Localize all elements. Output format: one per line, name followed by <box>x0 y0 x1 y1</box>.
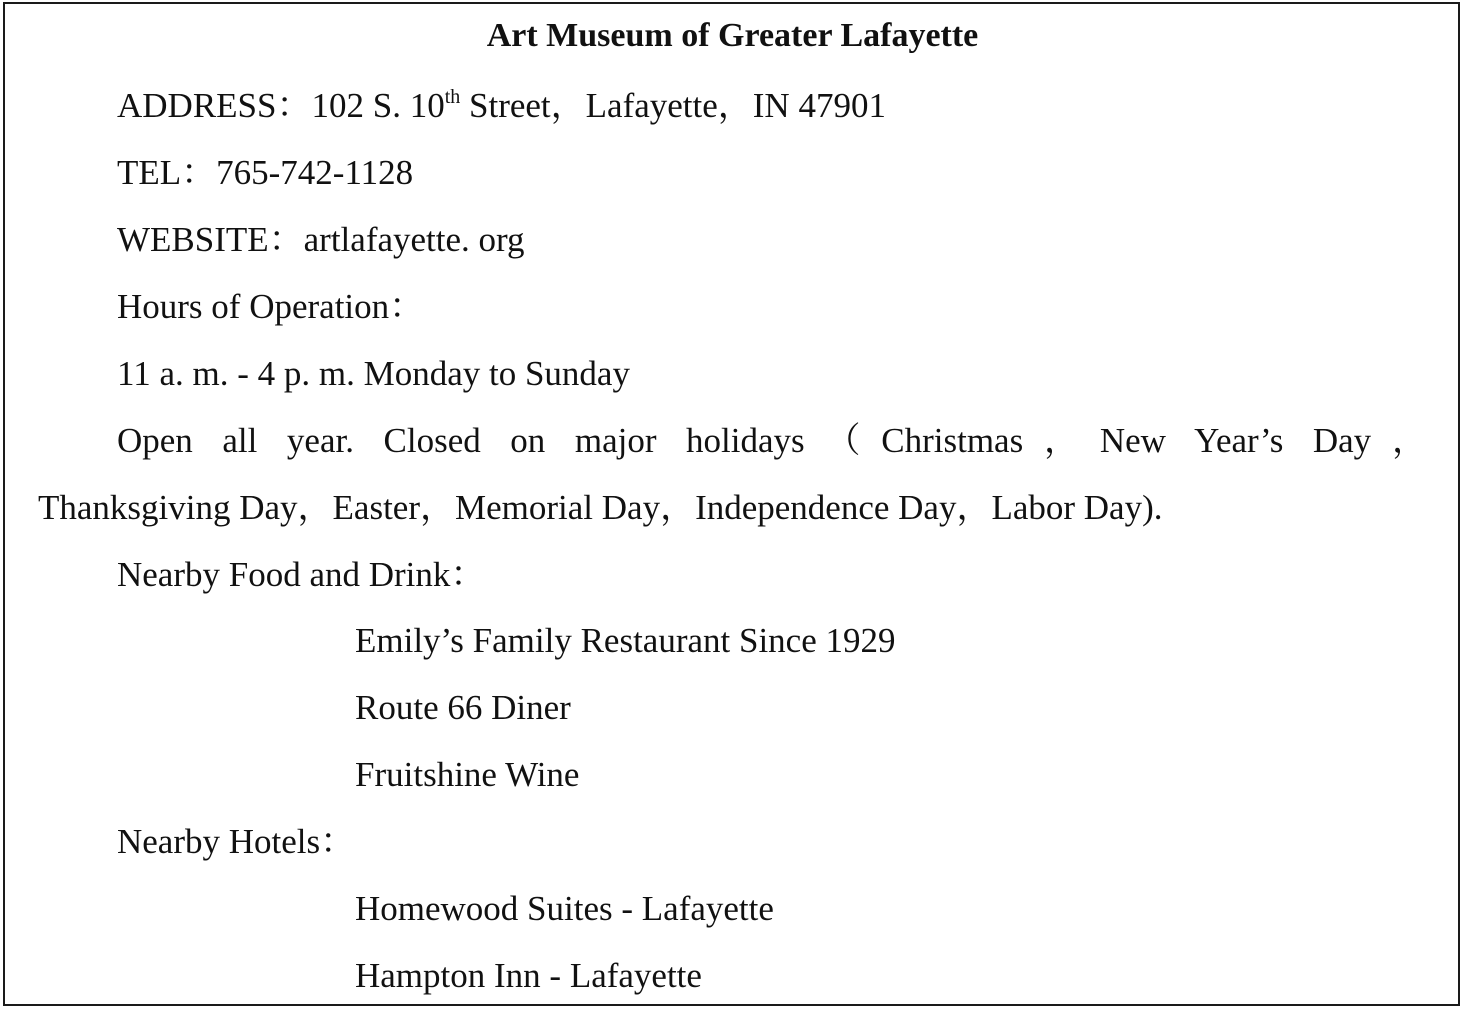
food-label: Nearby Food and Drink： <box>117 555 486 594</box>
address-number: 102 S. 10 <box>311 86 445 125</box>
hours-time: 11 a. m. - 4 p. m. Monday to Sunday <box>117 354 630 393</box>
hotel-item: Homewood Suites - Lafayette <box>355 889 774 928</box>
hours-label: Hours of Operation： <box>117 287 425 326</box>
food-item: Emily’s Family Restaurant Since 1929 <box>355 621 896 660</box>
hours-note-line-2: Thanksgiving Day，Easter，Memorial Day，Independence Day，Labor Day). <box>38 488 1163 527</box>
address-line <box>117 86 886 126</box>
tel-line <box>117 153 413 193</box>
website-label: WEBSITE： <box>117 220 304 259</box>
address-label: ADDRESS： <box>117 86 312 125</box>
hotels-label: Nearby Hotels： <box>117 822 356 861</box>
hours-note-line-1: Open all year. Closed on major holidays（Christmas，New Year’s Day， <box>117 421 1427 460</box>
tel-value: 765-742-1128 <box>216 153 414 192</box>
address-ordinal: th <box>444 86 461 108</box>
food-item: Fruitshine Wine <box>355 755 580 794</box>
tel-label: TEL： <box>117 153 217 192</box>
hotel-item: Hampton Inn - Lafayette <box>355 956 702 995</box>
website-value: artlafayette. org <box>303 220 525 259</box>
website-line <box>117 220 525 260</box>
address-rest: Street，Lafayette，IN 47901 <box>460 86 886 125</box>
food-item: Route 66 Diner <box>355 688 571 727</box>
page-title: Art Museum of Greater Lafayette <box>486 17 979 54</box>
